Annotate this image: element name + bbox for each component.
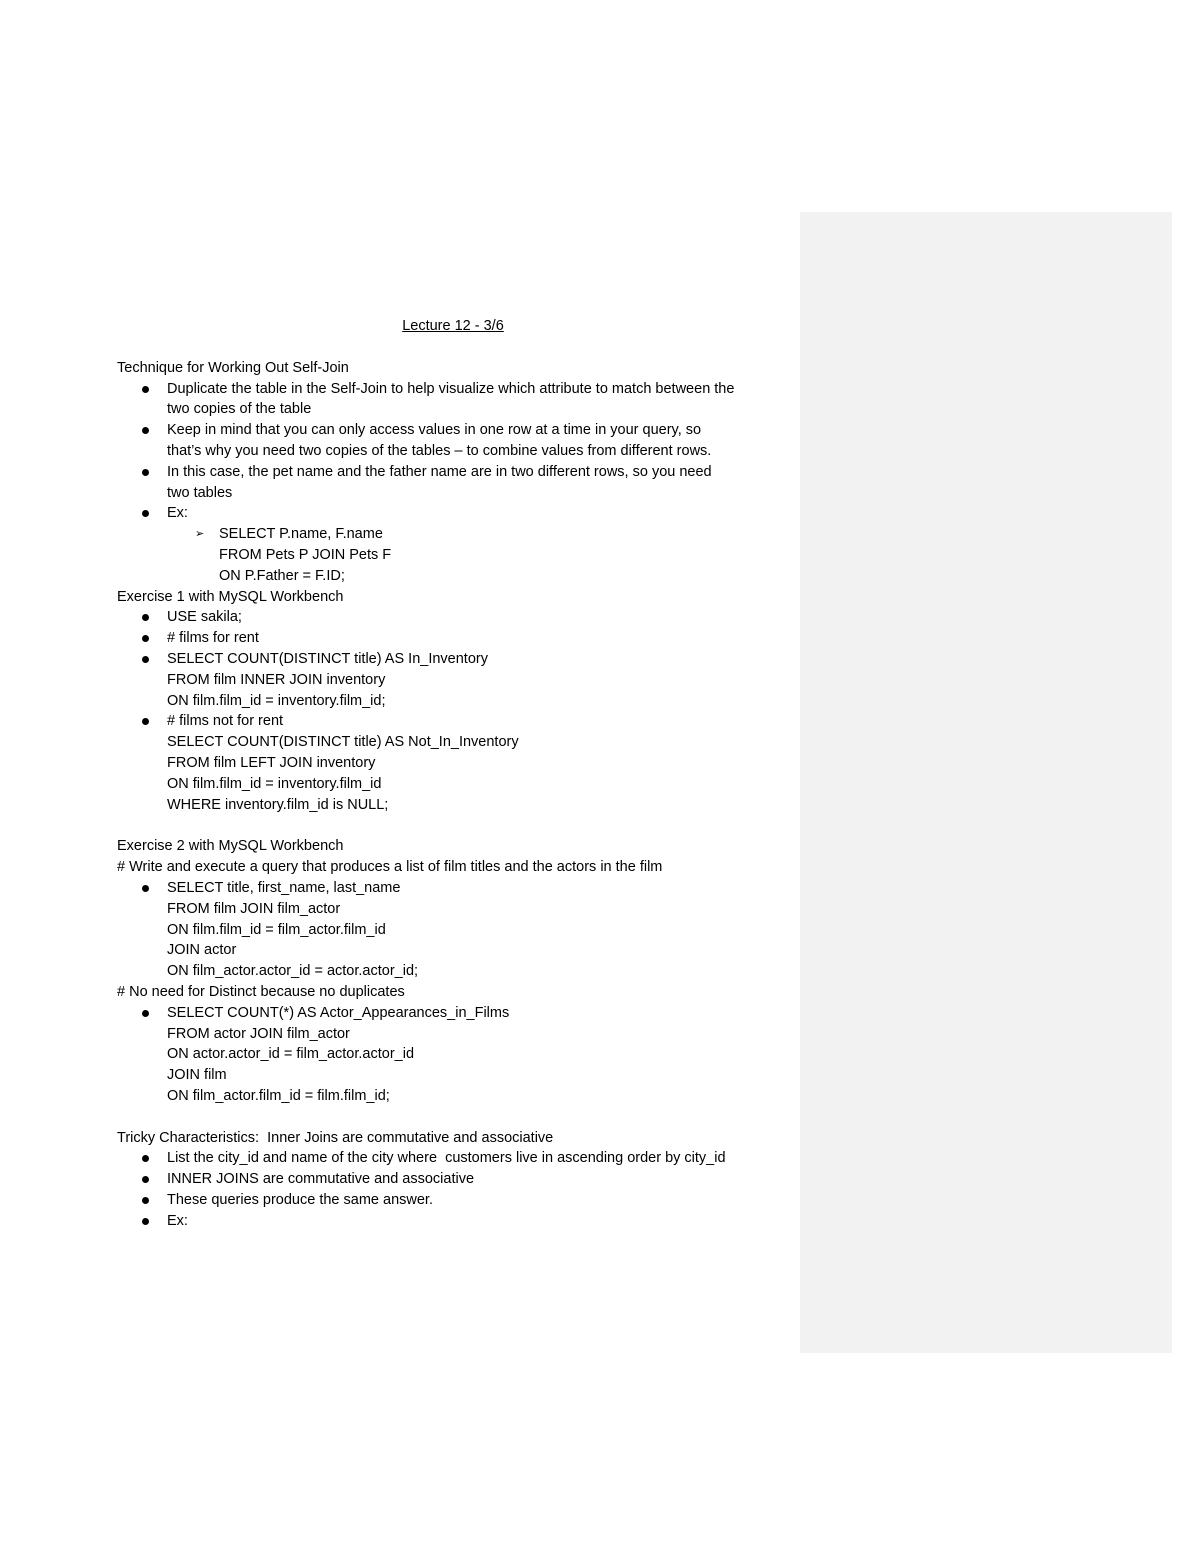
list-item [117, 711, 797, 815]
bullet-icon [142, 469, 149, 476]
list-item [117, 1190, 797, 1211]
bullet-icon [142, 510, 149, 517]
code-line: # films for rent [167, 630, 259, 647]
list-item-text: Keep in mind that you can only access values in one row at a time in your query, so [167, 422, 702, 439]
code-line: ON film_actor.actor_id = actor.actor_id; [167, 963, 419, 980]
list-item [117, 878, 797, 982]
list-item-text: Ex: [167, 1212, 188, 1229]
list-item-text: In this case, the pet name and the father name are in two different rows, so you need [167, 463, 712, 480]
code-line: SELECT COUNT(DISTINCT title) AS In_Inventory [167, 650, 488, 667]
code-line: ON P.Father = F.ID; [219, 567, 345, 584]
bullet-icon [142, 1010, 149, 1017]
bullet-icon [142, 1155, 149, 1162]
section-heading: Tricky Characteristics: Inner Joins are commutative and associative [117, 1129, 554, 1146]
code-line: SELECT P.name, F.name [219, 526, 383, 543]
section-heading: Exercise 1 with MySQL Workbench [117, 588, 344, 605]
code-line: SELECT COUNT(*) AS Actor_Appearances_in_Films [167, 1004, 510, 1021]
comment-line: # Write and execute a query that produces a list of film titles and the actors in the film [117, 859, 663, 876]
blank-line [117, 815, 797, 836]
list-item-text: Ex: [167, 505, 188, 522]
bullet-icon [142, 635, 149, 642]
section-heading: Technique for Working Out Self-Join [117, 359, 349, 376]
list-item [117, 649, 797, 711]
code-line: SELECT COUNT(DISTINCT title) AS Not_In_Inventory [167, 734, 519, 751]
list-item [117, 503, 797, 524]
document-body [117, 316, 797, 1232]
code-line: SELECT title, first_name, last_name [167, 879, 401, 896]
code-line: FROM actor JOIN film_actor [167, 1025, 350, 1042]
list-item [117, 420, 797, 462]
bullet-icon [142, 614, 149, 621]
code-line: WHERE inventory.film_id is NULL; [167, 796, 389, 813]
code-line: FROM film JOIN film_actor [167, 900, 341, 917]
list-item [117, 1169, 797, 1190]
list-item-text: INNER JOINS are commutative and associative [167, 1171, 475, 1188]
bullet-icon [142, 885, 149, 892]
bullet-icon [142, 427, 149, 434]
code-line: JOIN actor [167, 942, 237, 959]
list-item-text: These queries produce the same answer. [167, 1192, 433, 1209]
code-line: ON actor.actor_id = film_actor.actor_id [167, 1046, 415, 1063]
bullet-icon [142, 718, 149, 725]
list-item-text: List the city_id and name of the city where customers live in ascending order by city_id [167, 1150, 726, 1167]
list-item-text: two tables [167, 484, 233, 501]
blank-line [117, 1107, 797, 1128]
list-item-text: two copies of the table [167, 401, 312, 418]
list-item [117, 628, 797, 649]
code-line: USE sakila; [167, 609, 242, 626]
arrow-bullet-icon: ➢ [195, 528, 205, 541]
list-item [117, 379, 797, 421]
comment-line: # No need for Distinct because no duplicates [117, 983, 405, 1000]
list-item-text: Duplicate the table in the Self-Join to help visualize which attribute to match between the [167, 380, 735, 397]
list-item-text: that’s why you need two copies of the tables – to combine values from different rows. [167, 442, 712, 459]
comment-pane [800, 212, 1172, 1353]
code-line: JOIN film [167, 1067, 227, 1084]
bullet-icon [142, 1218, 149, 1225]
code-line: ON film_actor.film_id = film.film_id; [167, 1087, 390, 1104]
list-item [117, 1003, 797, 1107]
bullet-icon [142, 386, 149, 393]
bullet-icon [142, 656, 149, 663]
code-line: FROM film LEFT JOIN inventory [167, 754, 376, 771]
code-line: FROM Pets P JOIN Pets F [219, 546, 392, 563]
code-line: # films not for rent [167, 713, 284, 730]
code-line: ON film.film_id = film_actor.film_id [167, 921, 386, 938]
bullet-icon [142, 1197, 149, 1204]
list-item [117, 607, 797, 628]
code-line: ON film.film_id = inventory.film_id; [167, 692, 386, 709]
code-line: FROM film INNER JOIN inventory [167, 671, 386, 688]
page-title: Lecture 12 - 3/6 [402, 318, 504, 334]
bullet-icon [142, 1176, 149, 1183]
list-item [117, 462, 797, 504]
list-item [117, 1211, 797, 1232]
sub-list-item [117, 524, 797, 586]
section-heading: Exercise 2 with MySQL Workbench [117, 838, 344, 855]
list-item [117, 1148, 797, 1169]
code-line: ON film.film_id = inventory.film_id [167, 775, 382, 792]
